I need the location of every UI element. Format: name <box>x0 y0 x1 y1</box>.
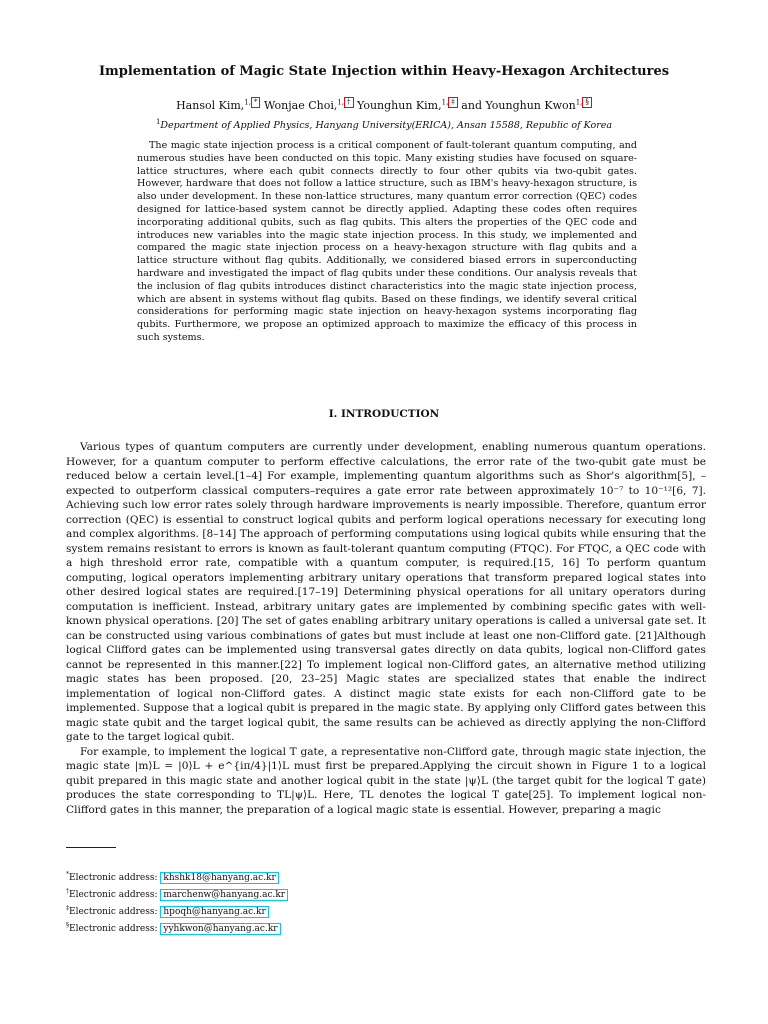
footnote-link[interactable]: ‡ <box>448 97 458 108</box>
author: Younghun Kim,$^{1,}$ ‡ <box>357 99 458 112</box>
paragraph: For example, to implement the logical T gate, a representative non-Clifford gate, through magic state injection, the magic state |m⟩L = |0⟩L + e^{iπ/4}|1⟩L must first be prepared.Applying the circuit shown in Figure 1 to a logical qubit prepared in this magic state and another logical qubit in the state |ψ⟩L (the target qubit for the logical T gate) produces the state corresponding to TL|ψ⟩L. Here, TL denotes the logical T gate[25]. To implement logical non-Clifford gates in this manner, the preparation of a logical magic state is essential. However, preparing a magic <box>66 745 706 816</box>
footnote-rule <box>66 847 116 848</box>
paper-title: Implementation of Magic State Injection within Heavy-Hexagon Architectures <box>98 64 670 79</box>
affiliation: $^1$Department of Applied Physics, Hanyang University(ERICA), Ansan 15588, Republic of Korea <box>155 118 613 132</box>
footnote-link[interactable]: * <box>251 97 261 108</box>
author: Wonjae Choi,$^{1,}$ † <box>264 99 354 112</box>
abstract: The magic state injection process is a critical component of fault-tolerant quantum computing, and numerous studies have been conducted on this topic. Many existing studies have focused on square-lattice structures, where each qubit connects directly to four other qubits via two-qubit gates. However, hardware that does not follow a lattice structure, such as IBM's heavy-hexagon structure, is also under development. In these non-lattice structures, many quantum error correction (QEC) codes designed for lattice-based system cannot be directly applied. Adapting these codes often requires incorporating additional qubits, such as flag qubits. This alters the properties of the QEC code and introduces new variables into the magic state injection process. In this study, we implemented and compared the magic state injection process on a heavy-hexagon structure with flag qubits and a lattice structure without flag qubits. Additionally, we considered biased errors in superconducting hardware and investigated the impact of flag qubits under these conditions. Our analysis reveals that the inclusion of flag qubits introduces distinct characteristics into the magic state injection process, which are absent in systems without flag qubits. Based on these findings, we identify several critical considerations for performing magic state injection on heavy-hexagon systems incorporating flag qubits. Furthermore, we propose an optimized approach to maximize the efficacy of this process in such systems. <box>137 140 637 343</box>
footnote-link[interactable]: † <box>344 97 354 108</box>
email-link[interactable]: hpoqh@hanyang.ac.kr <box>160 906 268 918</box>
section-heading: I. INTRODUCTION <box>328 408 440 420</box>
paragraph: Various types of quantum computers are currently under development, enabling numerous quantum operations. However, for a quantum computer to perform effective calculations, the error rate of the two-qubit gate must be reduced below a certain level.[1–4] For example, implementing quantum algorithms such as Shor's algorithm[5], –expected to outperform classical computers–requires a gate error rate between approximately 10⁻⁷ to 10⁻¹²[6, 7]. Achieving such low error rates solely through hardware improvements is nearly impossible. Therefore, quantum error correction (QEC) is essential to construct logical qubits and perform logical operations necessary for executing long and complex algorithms. [8–14] The approach of performing computations using logical qubits while ensuring that the system remains resistant to errors is known as fault-tolerant quantum computing (FTQC). For FTQC, a QEC code with a high threshold error rate, compatible with a quantum computer, is required.[15, 16] To perform quantum computing, logical operators implementing arbitrary unitary operations that transform prepared logical states into other desired logical states are required.[17–19] Determining physical operations for all unitary operators during computation is inefficient. Instead, arbitrary unitary gates are implemented by combining specific gates with well-known physical operations. [20] The set of gates enabling arbitrary unitary operations is called a universal gate set. It can be constructed using various combinations of gates but must include at least one non-Clifford gate. [21]Although logical Clifford gates can be implemented using transversal gates directly on data qubits, logical non-Clifford gates cannot be represented in this manner.[22] To implement logical non-Clifford gates, an alternative method utilizing magic states has been proposed. [20, 23–25] Magic states are specialized states that enable the indirect implementation of logical non-Clifford gates. A distinct magic state exists for each non-Clifford gate to be implemented. Suppose that a logical qubit is prepared in the magic state. By applying only Clifford gates between this magic state qubit and the target logical qubit, the same results can be achieved as directly applying the non-Clifford gate to the target logical qubit. <box>66 441 706 743</box>
footnote: *Electronic address: khshk18@hanyang.ac.kr <box>66 868 288 885</box>
email-link[interactable]: marchenw@hanyang.ac.kr <box>160 889 288 901</box>
footnote: §Electronic address: yyhkwon@hanyang.ac.kr <box>66 919 288 936</box>
footnotes <box>66 868 288 936</box>
author: and Younghun Kwon$^{1,}$ § <box>461 99 592 112</box>
footnote: ‡Electronic address: hpoqh@hanyang.ac.kr <box>66 902 288 919</box>
author: Hansol Kim,$^{1,}$ * <box>176 99 260 112</box>
footnote: †Electronic address: marchenw@hanyang.ac.kr <box>66 885 288 902</box>
footnote-link[interactable]: § <box>582 97 592 108</box>
email-link[interactable]: yyhkwon@hanyang.ac.kr <box>160 923 280 935</box>
author-list <box>60 97 708 112</box>
email-link[interactable]: khshk18@hanyang.ac.kr <box>160 872 278 884</box>
body-text <box>66 440 706 817</box>
